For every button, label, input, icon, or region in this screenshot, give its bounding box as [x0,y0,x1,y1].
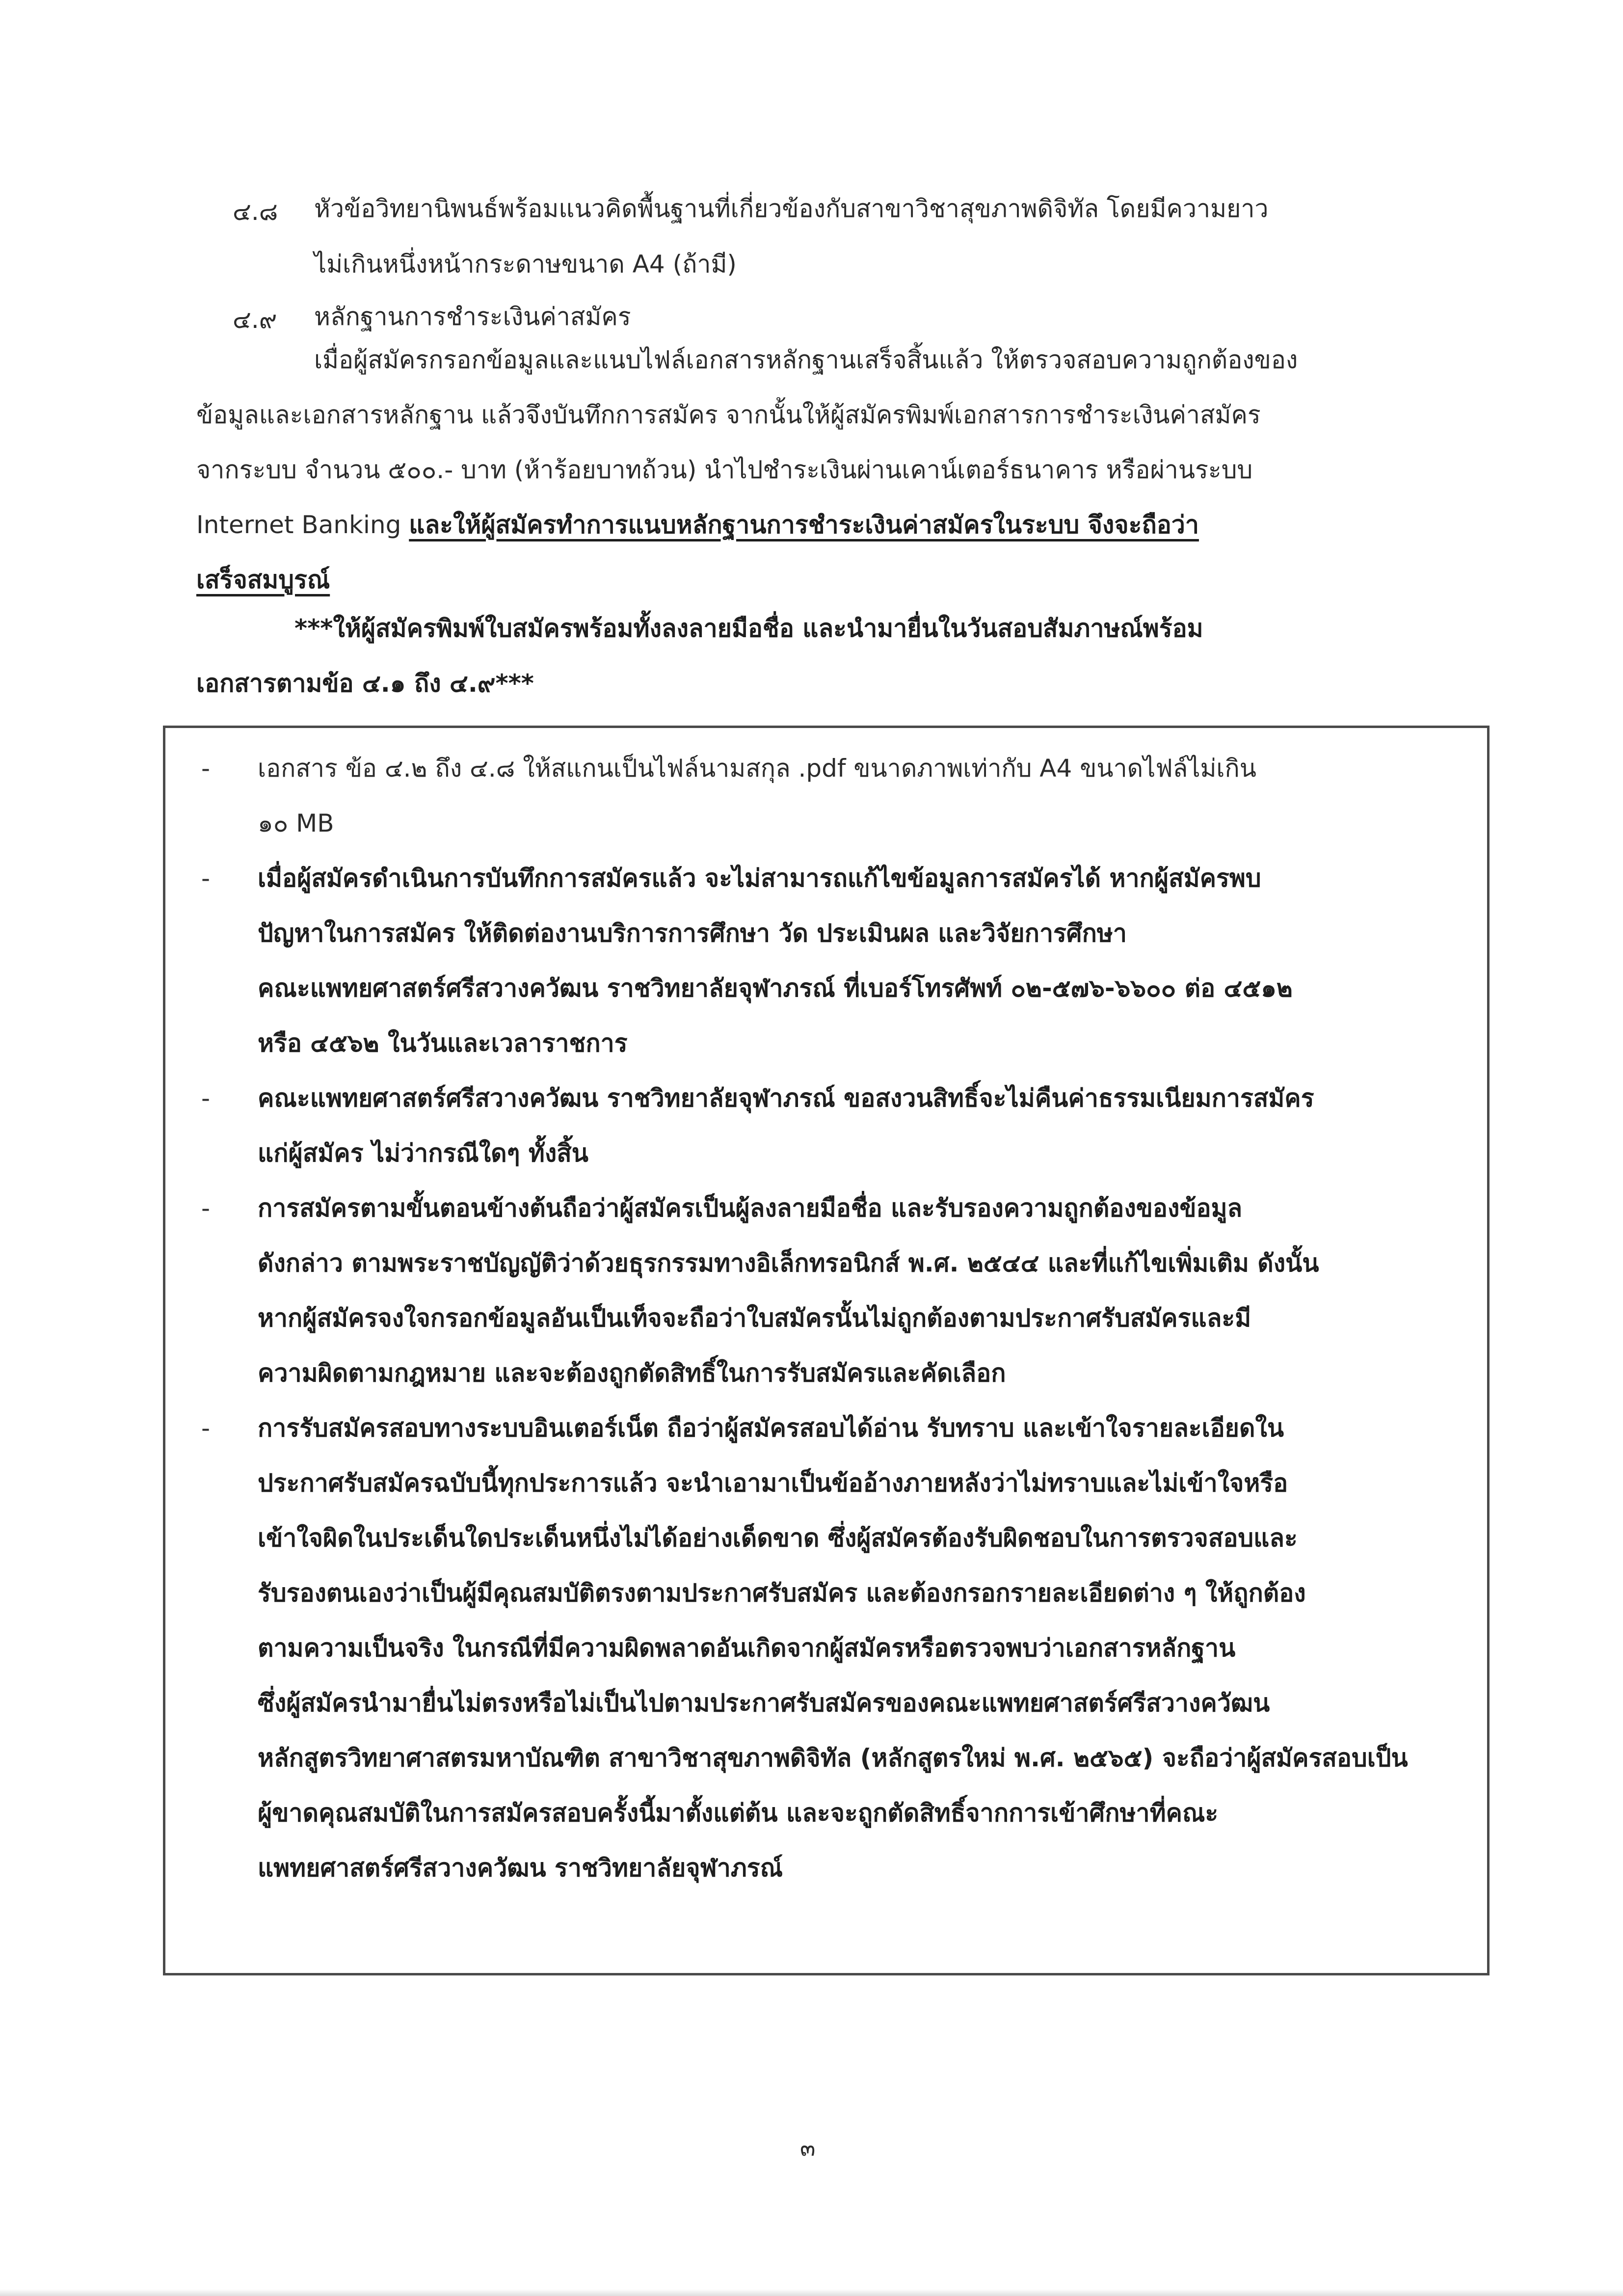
condition-4-line-1: การสมัครตามขั้นตอนข้างต้นถือว่าผู้สมัครเป็นผู้ลงลายมือชื่อ และรับรองความถูกต้องของข้อมูล [258,1194,1243,1222]
condition-1-line-2: ๑๐ MB [258,809,334,837]
condition-5-line-9: แพทยศาสตร์ศรีสวางควัฒน ราชวิทยาลัยจุฬาภรณ์ [258,1854,783,1882]
condition-5-line-7: หลักสูตรวิทยาศาสตรมหาบัณฑิต สาขาวิชาสุขภาพดิจิทัล (หลักสูตรใหม่ พ.ศ. ๒๕๖๕) จะถือว่าผู้สมัครสอบเป็น [258,1744,1408,1772]
item-number-4-9: ๔.๙ [233,305,277,334]
condition-5-line-2: ประกาศรับสมัครฉบับนี้ทุกประการแล้ว จะนำเอามาเป็นข้ออ้างภายหลังว่าไม่ทราบและไม่เข้าใจหรือ [258,1469,1288,1497]
condition-5-line-5: ตามความเป็นจริง ในกรณีที่มีความผิดพลาดอันเกิดจากผู้สมัครหรือตรวจพบว่าเอกสารหลักฐาน [258,1634,1236,1662]
internet-banking-text: Internet Banking [196,511,409,539]
bullet-dash: - [201,864,211,892]
bullet-dash: - [201,1194,211,1222]
conditions-box [163,726,1490,1975]
condition-2-line-4: หรือ ๔๕๖๒ ในวันและเวลาราชการ [258,1029,628,1057]
note-line-1: ***ให้ผู้สมัครพิมพ์ใบสมัครพร้อมทั้งลงลายมือชื่อ และนำมายื่นในวันสอบสัมภาษณ์พร้อม [294,614,1203,643]
condition-5-line-6: ซึ่งผู้สมัครนำมายื่นไม่ตรงหรือไม่เป็นไปตามประกาศรับสมัครของคณะแพทยศาสตร์ศรีสวางควัฒน [258,1689,1270,1717]
item-4-9-line-4 [196,509,1199,541]
condition-3-line-2: แก่ผู้สมัคร ไม่ว่ากรณีใดๆ ทั้งสิ้น [258,1139,588,1167]
item-4-8-line-1: หัวข้อวิทยานิพนธ์พร้อมแนวคิดพื้นฐานที่เกี่ยวข้องกับสาขาวิชาสุขภาพดิจิทัล โดยมีความยาว [314,194,1269,223]
bullet-dash: - [201,1414,211,1442]
item-number-4-8: ๔.๘ [233,197,278,226]
condition-3-line-1: คณะแพทยศาสตร์ศรีสวางควัฒน ราชวิทยาลัยจุฬาภรณ์ ขอสงวนสิทธิ์จะไม่คืนค่าธรรมเนียมการสมัคร [258,1084,1314,1112]
condition-5-line-3: เข้าใจผิดในประเด็นใดประเด็นหนึ่งไม่ได้อย่างเด็ดขาด ซึ่งผู้สมัครต้องรับผิดชอบในการตรวจสอบและ [258,1524,1298,1552]
condition-4-line-3: หากผู้สมัครจงใจกรอกข้อมูลอันเป็นเท็จจะถือว่าใบสมัครนั้นไม่ถูกต้องตามประกาศรับสมัครและมี [258,1304,1251,1332]
emphasis-complete: เสร็จสมบูรณ์ [196,566,330,594]
condition-5-line-1: การรับสมัครสอบทางระบบอินเตอร์เน็ต ถือว่าผู้สมัครสอบได้อ่าน รับทราบ และเข้าใจรายละเอียดใน [258,1414,1284,1442]
condition-2-line-2: ปัญหาในการสมัคร ให้ติดต่องานบริการการศึกษา วัด ประเมินผล และวิจัยการศึกษา [258,919,1127,947]
page-number: ๓ [800,2134,816,2161]
bullet-dash: - [201,754,211,783]
condition-1-line-1: เอกสาร ข้อ ๔.๒ ถึง ๔.๘ ให้สแกนเป็นไฟล์นามสกุล .pdf ขนาดภาพเท่ากับ A4 ขนาดไฟล์ไม่เกิน [258,754,1256,783]
scan-edge [0,2289,1623,2296]
item-4-8-line-2: ไม่เกินหนึ่งหน้ากระดาษขนาด A4 (ถ้ามี) [314,250,737,278]
condition-5-line-8: ผู้ขาดคุณสมบัติในการสมัครสอบครั้งนี้มาตั้งแต่ต้น และจะถูกตัดสิทธิ์จากการเข้าศึกษาที่คณะ [258,1799,1219,1827]
note-line-2: เอกสารตามข้อ ๔.๑ ถึง ๔.๙*** [196,669,534,698]
condition-4-line-4: ความผิดตามกฎหมาย และจะต้องถูกตัดสิทธิ์ในการรับสมัครและคัดเลือก [258,1359,1006,1387]
emphasis-attach-proof: และให้ผู้สมัครทำการแนบหลักฐานการชำระเงินค่าสมัครในระบบ จึงจะถือว่า [409,511,1199,539]
condition-2-line-3: คณะแพทยศาสตร์ศรีสวางควัฒน ราชวิทยาลัยจุฬาภรณ์ ที่เบอร์โทรศัพท์ ๐๒-๕๗๖-๖๖๐๐ ต่อ ๔๕๑๒ [258,974,1293,1002]
condition-5-line-4: รับรองตนเองว่าเป็นผู้มีคุณสมบัติตรงตามประกาศรับสมัคร และต้องกรอกรายละเอียดต่าง ๆ ให้ถูกต้อง [258,1579,1306,1607]
item-4-9-line-1: เมื่อผู้สมัครกรอกข้อมูลและแนบไฟล์เอกสารหลักฐานเสร็จสิ้นแล้ว ให้ตรวจสอบความถูกต้องของ [314,346,1298,374]
bullet-dash: - [201,1084,211,1112]
condition-4-line-2: ดังกล่าว ตามพระราชบัญญัติว่าด้วยธุรกรรมทางอิเล็กทรอนิกส์ พ.ศ. ๒๕๔๔ และที่แก้ไขเพิ่มเติม ดังนั้น [258,1249,1319,1277]
item-4-9-line-2: ข้อมูลและเอกสารหลักฐาน แล้วจึงบันทึกการสมัคร จากนั้นให้ผู้สมัครพิมพ์เอกสารการชำระเงินค่าสมัคร [196,401,1261,429]
item-4-9-line-3: จากระบบ จำนวน ๕๐๐.- บาท (ห้าร้อยบาทถ้วน) นำไปชำระเงินผ่านเคาน์เตอร์ธนาคาร หรือผ่านระบบ [196,456,1253,484]
condition-2-line-1: เมื่อผู้สมัครดำเนินการบันทึกการสมัครแล้ว จะไม่สามารถแก้ไขข้อมูลการสมัครได้ หากผู้สมัครพบ [258,864,1261,892]
item-4-9-title: หลักฐานการชำระเงินค่าสมัคร [314,302,631,331]
